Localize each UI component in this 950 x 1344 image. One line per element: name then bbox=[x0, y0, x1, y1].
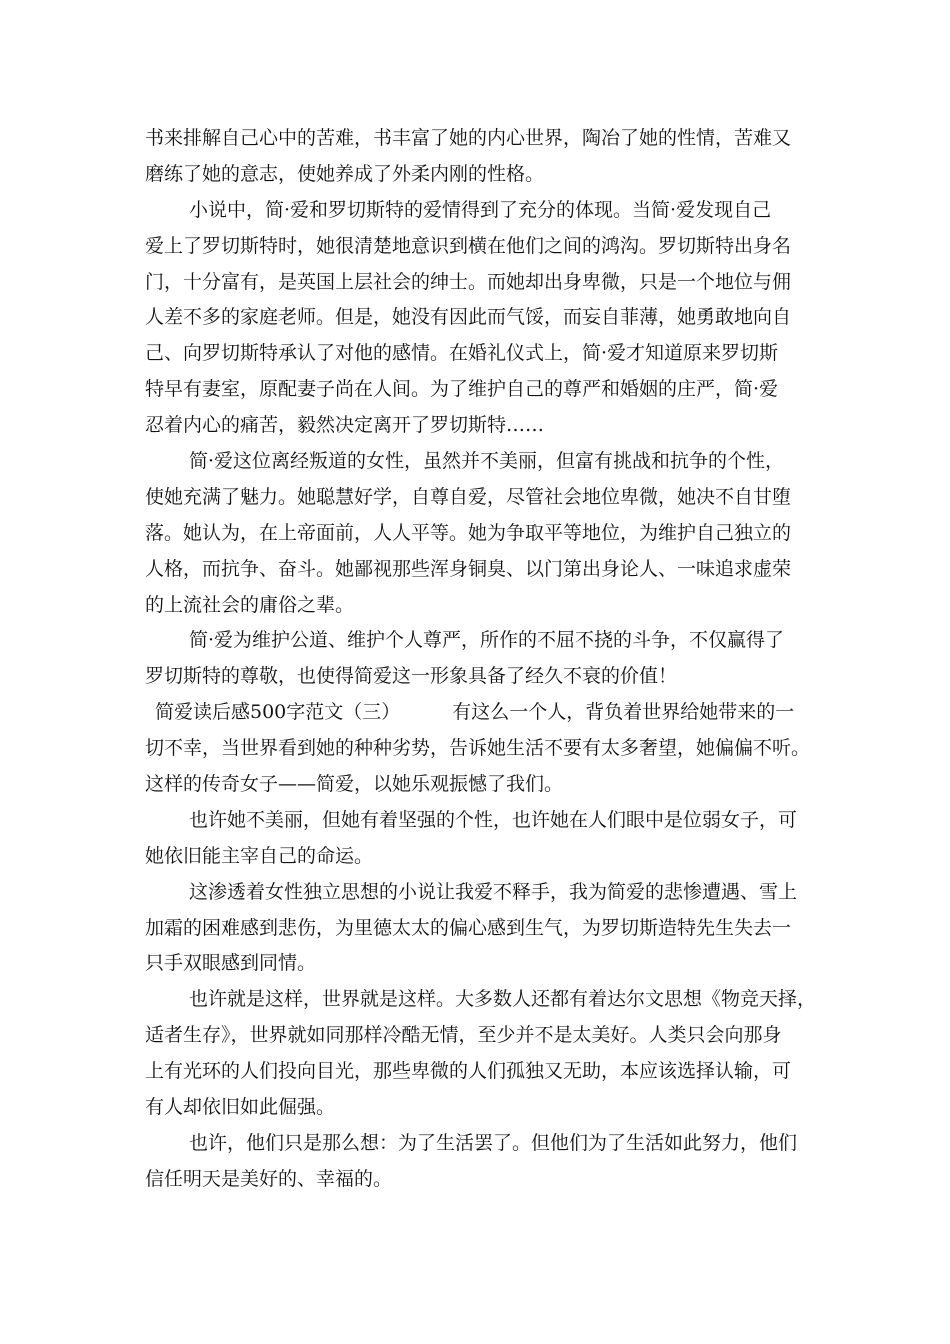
text-line: 适者生存》，世界就如同那样冷酷无情，至少并不是太美好。人类只会向那身 bbox=[145, 1024, 782, 1047]
text-line: 人差不多的家庭老师。但是，她没有因此而气馁，而妄自菲薄，她勇敢地向自 bbox=[145, 306, 792, 329]
text-line: 门，十分富有，是英国上层社会的绅士。而她却出身卑微，只是一个地位与佣 bbox=[145, 270, 792, 293]
text-line: 己、向罗切斯特承认了对他的感情。在婚礼仪式上，简·爱才知道原来罗切斯 bbox=[145, 342, 779, 365]
document-body bbox=[145, 121, 820, 1198]
text-line: 加霜的困难感到悲伤，为里德太太的偏心感到生气，为罗切斯造特先生失去一 bbox=[145, 916, 792, 939]
heading-continuation: 有这么一个人，背负着世界给她带来的一 bbox=[452, 701, 795, 724]
text-line: 爱上了罗切斯特时，她很清楚地意识到横在他们之间的鸿沟。罗切斯特出身名 bbox=[145, 234, 792, 257]
text-line: 她依旧能主宰自己的命运。 bbox=[145, 844, 374, 867]
paragraph-start: 简·爱为维护公道、维护个人尊严，所作的不屈不挠的斗争，不仅赢得了 bbox=[189, 629, 785, 652]
text-line: 只手双眼感到同情。 bbox=[145, 952, 317, 975]
paragraph-start: 也许，他们只是那么想：为了生活罢了。但他们为了生活如此努力，他们 bbox=[189, 1131, 798, 1154]
text-line: 上有光环的人们投向目光，那些卑微的人们孤独又无助，本应该选择认输，可 bbox=[145, 1060, 792, 1083]
paragraph-start: 这渗透着女性独立思想的小说让我爱不释手，我为简爱的悲惨遭遇、雪上 bbox=[189, 880, 798, 903]
text-line: 信任明天是美好的、幸福的。 bbox=[145, 1167, 393, 1190]
text-line: 书来排解自己心中的苦难，书丰富了她的内心世界，陶冶了她的性情，苦难又 bbox=[145, 127, 792, 149]
paragraph-start: 也许就是这样，世界就是这样。大多数人还都有着达尔文思想《物竞天择， bbox=[189, 988, 817, 1011]
text-line: 切不幸，当世界看到她的种种劣势，告诉她生活不要有太多奢望，她偏偏不听。 bbox=[145, 737, 811, 760]
text-line: 的上流社会的庸俗之辈。 bbox=[145, 593, 355, 616]
text-line: 有人却依旧如此倔强。 bbox=[145, 1096, 336, 1119]
text-line: 忍着内心的痛苦，毅然决定离开了罗切斯特…… bbox=[145, 414, 545, 437]
paragraph-start: 小说中，简·爱和罗切斯特的爱情得到了充分的体现。当简·爱发现自己 bbox=[189, 198, 772, 221]
text-line: 磨练了她的意志，使她养成了外柔内刚的性格。 bbox=[145, 162, 545, 185]
section-heading-line bbox=[145, 695, 820, 731]
text-line: 特早有妻室，原配妻子尚在人间。为了维护自己的尊严和婚姻的庄严，简·爱 bbox=[145, 378, 779, 401]
text-line: 使她充满了魅力。她聪慧好学，自尊自爱，尽管社会地位卑微，她决不自甘堕 bbox=[145, 485, 792, 508]
section-heading: 简爱读后感500字范文（三） bbox=[155, 701, 401, 724]
paragraph-start: 也许她不美丽，但她有着坚强的个性，也许她在人们眼中是位弱女子，可 bbox=[189, 808, 798, 831]
text-line: 人格，而抗争、奋斗。她鄙视那些浑身铜臭、以门第出身论人、一味追求虚荣 bbox=[145, 557, 792, 580]
text-line: 罗切斯特的尊敬，也使得简爱这一形象具备了经久不衰的价值！ bbox=[145, 665, 678, 688]
paragraph-start: 简·爱这位离经叛道的女性，虽然并不美丽，但富有挑战和抗争的个性， bbox=[189, 450, 785, 473]
text-line: 落。她认为，在上帝面前，人人平等。她为争取平等地位，为维护自己独立的 bbox=[145, 521, 792, 544]
text-line: 这样的传奇女子——简爱，以她乐观振憾了我们。 bbox=[145, 773, 564, 796]
